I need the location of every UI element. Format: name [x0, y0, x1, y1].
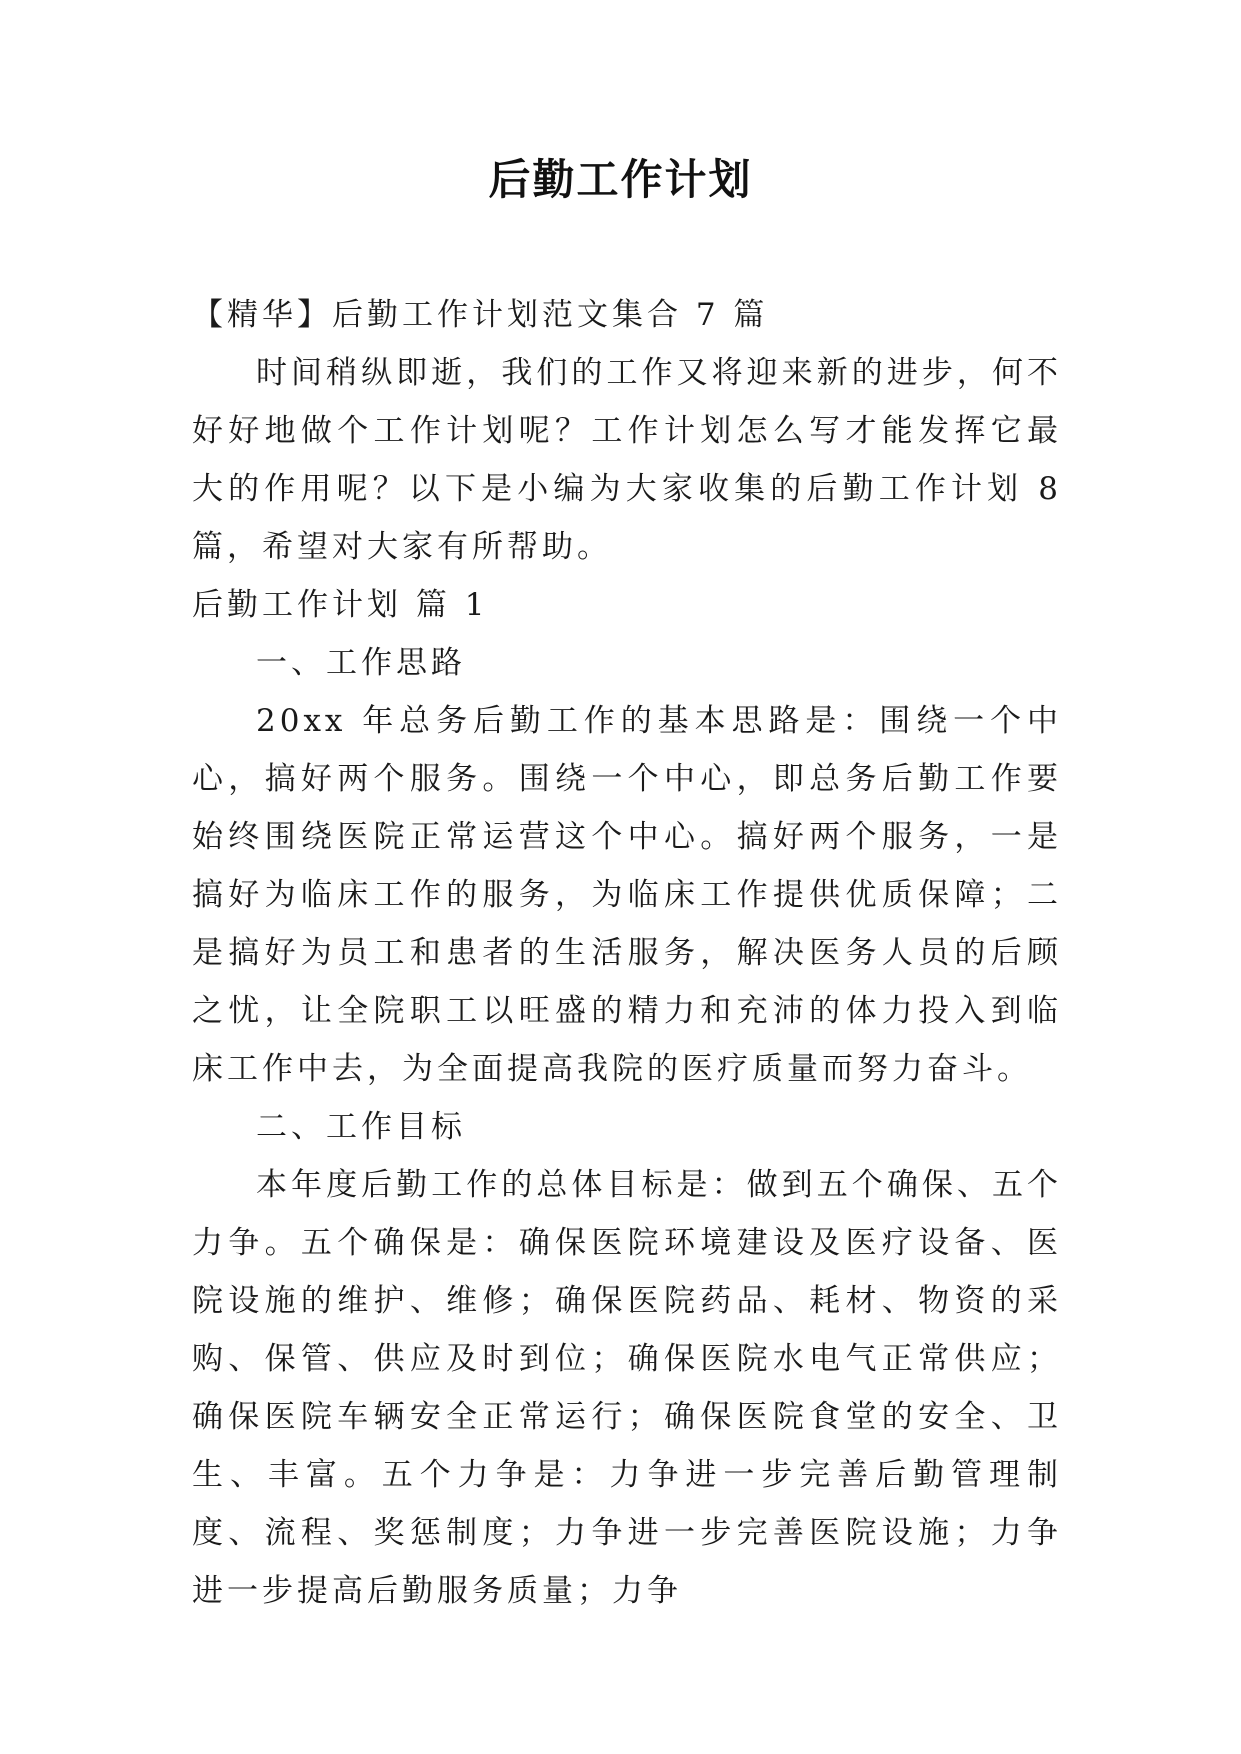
part2-heading: 二、工作目标 [256, 1109, 466, 1145]
part2-paragraph: 本年度后勤工作的总体目标是：做到五个确保、五个力争。五个确保是：确保医院环境建设及医疗设备、医院设施的维护、维修；确保医院药品、耗材、物资的采购、保管、供应及时到位；确保医院水电气正常供应；确保医院车辆安全正常运行；确保医院食堂的安全、卫生、丰富。五个力争是：力争进一步完善后勤管理制度、流程、奖惩制度；力争进一步完善医院设施；力争进一步提高后勤服务质量；力争 [192, 1167, 1062, 1609]
section-heading: 后勤工作计划 篇 1 [192, 587, 489, 623]
intro-paragraph: 时间稍纵即逝，我们的工作又将迎来新的进步，何不好好地做个工作计划呢？工作计划怎么写才能发挥它最大的作用呢？以下是小编为大家收集的后勤工作计划 8 篇，希望对大家有所帮助。 [192, 355, 1062, 565]
document-body [192, 286, 1062, 1620]
document-subtitle: 【精华】后勤工作计划范文集合 7 篇 [192, 297, 769, 333]
part1-heading: 一、工作思路 [256, 645, 466, 681]
part1-paragraph: 20xx 年总务后勤工作的基本思路是：围绕一个中心，搞好两个服务。围绕一个中心，即总务后勤工作要始终围绕医院正常运营这个中心。搞好两个服务，一是搞好为临床工作的服务，为临床工作提供优质保障；二是搞好为员工和患者的生活服务，解决医务人员的后顾之忧，让全院职工以旺盛的精力和充沛的体力投入到临床工作中去，为全面提高我院的医疗质量而努力奋斗。 [192, 703, 1062, 1087]
document-title: 后勤工作计划 [488, 155, 753, 204]
